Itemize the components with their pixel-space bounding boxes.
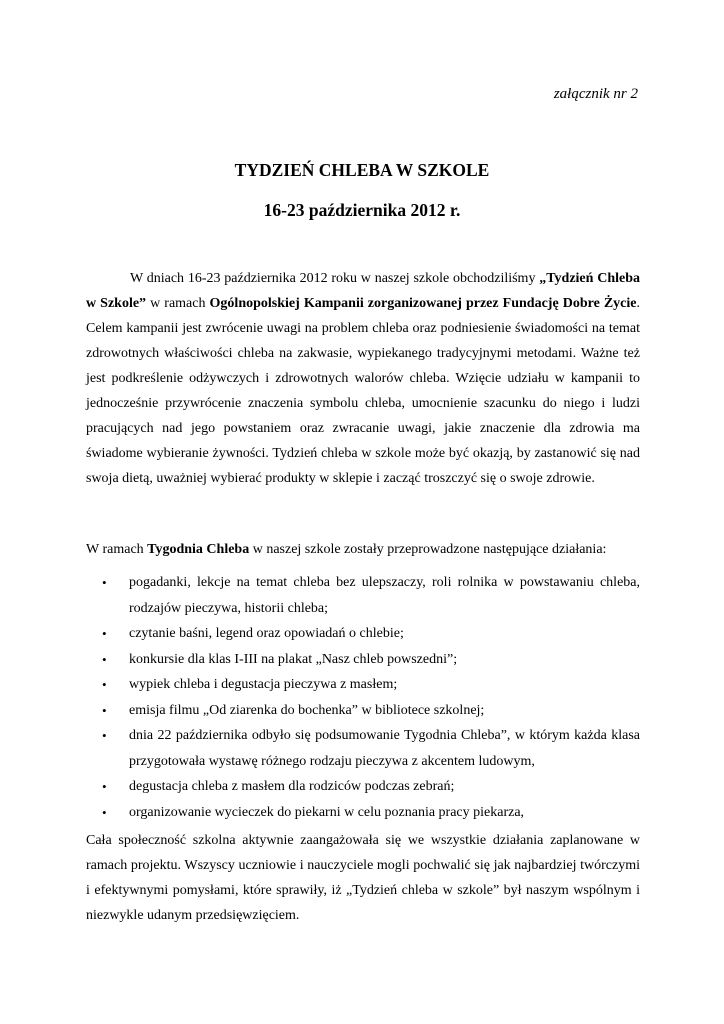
list-item-text: degustacja chleba z masłem dla rodziców podczas zebrań; <box>129 779 455 794</box>
bullet-icon: • <box>102 651 107 667</box>
bullet-icon: • <box>102 804 107 820</box>
bullet-icon: • <box>102 626 107 641</box>
bullet-icon: • <box>102 702 107 718</box>
list-item <box>86 774 640 800</box>
list-item-text: dnia 22 października odbyło się podsumowanie Tygodnia Chleba”, w którym każda klasa przygotowała wystawę różnego rodzaju pieczywa z akcentem ludowym, <box>129 728 640 769</box>
activities-list <box>86 570 640 825</box>
list-item <box>86 647 640 673</box>
document-title: TYDZIEŃ CHLEBA W SZKOLE <box>234 160 490 180</box>
intro-text-3: . Celem kampanii jest zwrócenie uwagi na problem chleba oraz podniesienie świadomości na temat zdrowotnych właściwości chleba na zakwasie, wypiekanego tradycyjnymi metodami. Ważne też jest podkreślenie odżywczych i zdrowotnych walorów chleba. Wzięcie udziału w kampanii to jednocześnie przywrócenie znaczenia symbolu chleba, umocnienie szacunku do niego i ludzi pracujących nad jego powstaniem oraz zwracanie uwagi, jakie znaczenie dla zdrowia ma świadome wybieranie żywności. Tydzień chleba w szkole może być okazją, by zastanowić się nad swoja dietą, uważniej wybierać produkty w sklepie i zacząć troszczyć się o swoje zdrowie. <box>86 296 640 486</box>
list-item <box>86 570 640 621</box>
activities-intro-text-1: W ramach <box>86 542 148 557</box>
list-item-text: emisja filmu „Od ziarenka do bochenka” w bibliotece szkolnej; <box>129 702 485 718</box>
activities-intro-text-2: w naszej szkole zostały przeprowadzone następujące działania: <box>249 542 607 557</box>
intro-bold-event-name: „Tydzień Chleba w Szkole” <box>86 271 640 311</box>
bullet-icon: • <box>102 575 107 590</box>
list-item <box>86 621 640 647</box>
intro-text-2: w ramach <box>146 296 210 311</box>
document-subtitle-dates: 16-23 października 2012 r. <box>263 200 461 220</box>
list-item-text: pogadanki, lekcje na temat chleba bez ulepszaczy, roli rolnika w powstawaniu chleba, rodzajów pieczywa, historii chleba; <box>129 575 640 616</box>
list-item-text: konkursie dla klas I-III na plakat „Nasz chleb powszedni”; <box>129 651 458 667</box>
intro-paragraph <box>86 266 640 491</box>
list-item-text: czytanie baśni, legend oraz opowiadań o chlebie; <box>129 626 404 641</box>
activities-intro-paragraph <box>86 537 640 562</box>
intro-bold-campaign: Ogólnopolskiej Kampanii zorganizowanej przez Fundację Dobre Życie <box>209 296 637 311</box>
list-item <box>86 723 640 774</box>
list-item <box>86 800 640 826</box>
intro-text-1: W dniach 16-23 października 2012 roku w naszej szkole obchodziliśmy <box>130 271 540 286</box>
list-item-text: wypiek chleba i degustacja pieczywa z masłem; <box>129 677 398 692</box>
bullet-icon: • <box>102 779 107 794</box>
attachment-label: załącznik nr 2 <box>553 86 638 102</box>
list-item-text: organizowanie wycieczek do piekarni w celu poznania pracy piekarza, <box>129 804 525 820</box>
list-item <box>86 698 640 724</box>
list-item <box>86 672 640 698</box>
conclusion-paragraph: Cała społeczność szkolna aktywnie zaangażowała się we wszystkie działania zaplanowane w ramach projektu. Wszyscy uczniowie i nauczyciele mogli pochwalić się jak najbardziej twórczymi i efektywnymi pomysłami, które sprawiły, iż „Tydzień chleba w szkole” był naszym wspólnym i niezwykle udanym przedsięwzięciem. <box>86 833 640 923</box>
bullet-icon: • <box>102 677 107 692</box>
activities-intro-bold: Tygodnia Chleba <box>147 542 250 557</box>
bullet-icon: • <box>102 728 107 743</box>
